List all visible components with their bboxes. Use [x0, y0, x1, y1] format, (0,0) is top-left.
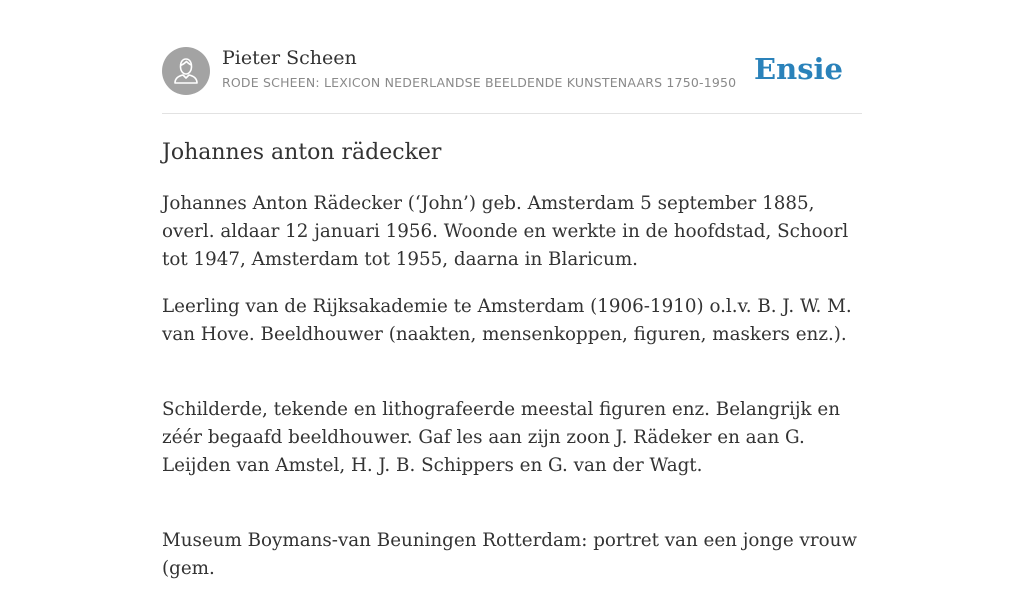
paragraph: Leerling van de Rijksakademie te Amsterdam (1906-1910) o.l.v. B. J. W. M. van Hove. Beeldhouwer (naakten, mensenkoppen, figuren, maskers enz.). [162, 296, 852, 345]
article-title: Johannes anton rädecker [162, 140, 442, 165]
user-icon [162, 47, 210, 95]
author-name[interactable]: Pieter Scheen [222, 47, 357, 69]
author-avatar[interactable] [162, 47, 210, 95]
article-header [162, 46, 862, 96]
source-title[interactable]: RODE SCHEEN: LEXICON NEDERLANDSE BEELDENDE KUNSTENAARS 1750-1950 [222, 75, 737, 90]
paragraph-break [162, 499, 862, 527]
article-body [162, 190, 862, 602]
brand-logo[interactable]: Ensie [754, 52, 843, 86]
paragraph: Schilderde, tekende en lithografeerde meestal figuren enz. Belangrijk en zéér begaafd beeldhouwer. Gaf les aan zijn zoon J. Rädeker en aan G. Leijden van Amstel, H. J. B. Schippers en G. van der Wagt. [162, 399, 840, 476]
paragraph-break [162, 368, 862, 396]
header-divider [162, 113, 862, 114]
paragraph: Johannes Anton Rädecker (‘John’) geb. Amsterdam 5 september 1885, overl. aldaar 12 januari 1956. Woonde en werkte in de hoofdstad, Schoorl tot 1947, Amsterdam tot 1955, daarna in Blaricum. [162, 193, 849, 270]
paragraph: Museum Boymans-van Beuningen Rotterdam: portret van een jonge vrouw (gem. [162, 530, 858, 579]
